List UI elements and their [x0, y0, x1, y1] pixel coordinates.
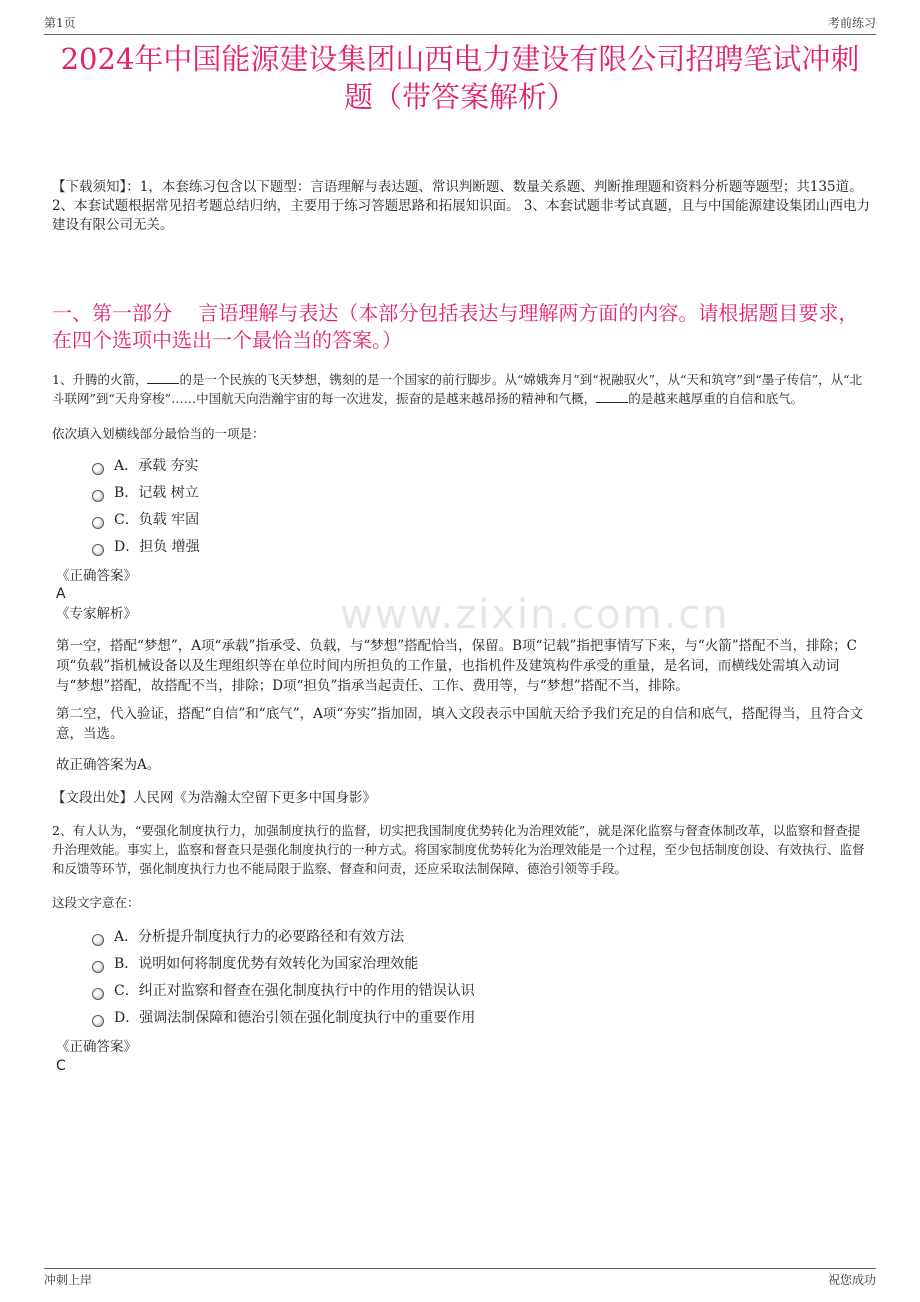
- q2-answer-label: 《正确答案》: [56, 1039, 137, 1055]
- q1-blank-2: [596, 390, 628, 403]
- footer-rule: [44, 1268, 876, 1269]
- q1-source: 【文段出处】人民网《为浩瀚太空留下更多中国身影》: [52, 790, 376, 806]
- page-number: 第1页: [44, 16, 76, 30]
- q1-answer-label: 《正确答案》: [56, 568, 137, 584]
- footer-left: 冲刺上岸: [44, 1273, 93, 1287]
- q1-blank-1: [147, 371, 179, 384]
- radio-icon[interactable]: [92, 544, 104, 556]
- radio-icon[interactable]: [92, 988, 104, 1000]
- q1-analysis-1: 第一空，搭配“梦想”，A项“承载”指承受、负载，与“梦想”搭配恰当，保留。B项“记载”指把事情写下来，与“火箭”搭配不当，排除；C项“负载”指机械设备以及生理组织等在单位时间内所担负的工作量，也指机件及建筑构件承受的重量，是名词，而横线处需填入动词与“梦想”搭配，故搭配不当，排除；D项“担负”指承当起责任、工作、费用等，与“梦想”搭配不当，排除。: [56, 638, 858, 694]
- radio-icon[interactable]: [92, 961, 104, 973]
- q2-option-a[interactable]: A．分析提升制度执行力的必要路径和有效方法: [92, 928, 404, 946]
- radio-icon[interactable]: [92, 517, 104, 529]
- q2-option-b[interactable]: B．说明如何将制度优势有效转化为国家治理效能: [92, 955, 418, 973]
- radio-icon[interactable]: [92, 490, 104, 502]
- section-heading: 一、第一部分 言语理解与表达（本部分包括表达与理解两方面的内容。请根据题目要求，在四个选项中选出一个最恰当的答案。）: [52, 301, 859, 352]
- q1-option-b[interactable]: B．记载 树立: [92, 484, 199, 502]
- footer-right: 祝您成功: [827, 1273, 876, 1287]
- q1-option-d[interactable]: D．担负 增强: [92, 538, 200, 556]
- q2-answer: C: [56, 1058, 66, 1074]
- q1-analysis-2: 第二空，代入验证，搭配“自信”和“底气”，A项“夯实”指加固，填入文段表示中国航天给予我们充足的自信和底气，搭配得当，且符合文意，当选。: [56, 706, 864, 742]
- header-tag: 考前练习: [827, 16, 876, 30]
- header-rule: [44, 34, 876, 35]
- radio-icon[interactable]: [92, 463, 104, 475]
- q1-prompt: 依次填入划横线部分最恰当的一项是：: [52, 426, 265, 441]
- download-notice: 【下载须知】：1，本套练习包含以下题型：言语理解与表达题、常识判断题、数量关系题、判断推理题和资料分析题等题型；共135道。 2、本套试题根据常见招考题总结归纳，主要用于练习答题思路和拓展知识面。 3、本套试题非考试真题，且与中国能源建设集团山西电力建设有限公司无关。: [52, 179, 870, 233]
- q1-option-c[interactable]: C．负载 牢固: [92, 511, 199, 529]
- page-title: 2024年中国能源建设集团山西电力建设有限公司招聘笔试冲刺题（带答案解析）: [60, 42, 860, 114]
- q2-option-d[interactable]: D．强调法制保障和德治引领在强化制度执行中的重要作用: [92, 1009, 475, 1027]
- q1-answer: A: [56, 586, 66, 602]
- q2-stem: 2、有人认为，“要强化制度执行力，加强制度执行的监督，切实把我国制度优势转化为治理效能”，就是深化监察与督查体制改革，以监察和督查提升治理效能。事实上，监察和督查只是强化制度执行的一种方式。将国家制度优势转化为治理效能是一个过程，至少包括制度创设、有效执行、监督和反馈等环节，强化制度执行力也不能局限于监察、督查和问责，还应采取法制保障、德治引领等手段。: [52, 823, 865, 876]
- q2-option-c[interactable]: C．纠正对监察和督查在强化制度执行中的作用的错误认识: [92, 982, 475, 1000]
- radio-icon[interactable]: [92, 1015, 104, 1027]
- q1-analysis-label: 《专家解析》: [56, 606, 137, 622]
- q1-option-a[interactable]: A．承载 夯实: [92, 457, 199, 475]
- q1-conclusion: 故正确答案为A。: [56, 757, 161, 773]
- q1-stem: 1、升腾的火箭， 的是一个民族的飞天梦想，镌刻的是一个国家的前行脚步。从“嫦娥奔月”到“祝融驭火”，从“天和筑穹”到“墨子传信”，从“北斗联网”到“天舟穿梭”……中国航天向浩瀚宇宙的每一次进发，振奋的是越来越昂扬的精神和气概， 的是越来越厚重的自信和底气。: [52, 372, 862, 406]
- watermark: www.zixin.com.cn: [340, 592, 730, 638]
- radio-icon[interactable]: [92, 934, 104, 946]
- q2-prompt: 这段文字意在：: [52, 895, 140, 910]
